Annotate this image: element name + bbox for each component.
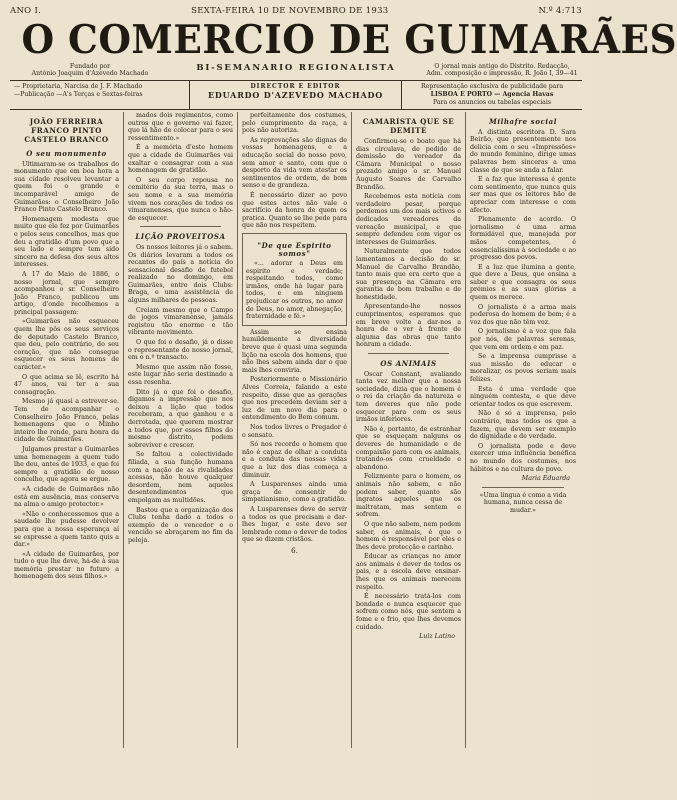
paragraph: A Lusparenses ainda uma graça de consentir de simpatianismo, como a gratidão. [242, 481, 347, 504]
paragraph: Não é, portanto, de estranhar que se esqueçam nalguns os deveres de humanidade e de compaixão para com os animais, tratando-os com crueldade e abandono. [356, 425, 461, 471]
info-bar [10, 80, 582, 110]
paragraph: O que foi o desafio, já o disse o representante do nosso jornal, em o n.º transacto. [128, 339, 233, 362]
paragraph: É necessário dizer ao povo que estes actos não vale o sacrifício da honra de quem os pratica. Quanto se lhe pede para que não nos respeitem. [242, 191, 347, 230]
section-number: 6. [291, 546, 298, 555]
author-signature: Luiz Latino [419, 633, 455, 641]
paragraph: É necessário tratá-los com bondade e nunca esquecer que sofrem como nós, que sentem a fome e o frio, que lhes devemos cuidado. [356, 593, 461, 631]
representation-block [402, 81, 582, 109]
paragraph: Ultimaram-se os trabalhos do monumento que em boa hora a sua cidade resolveu levantar a quem foi o grande e incomparável amigo de Guimarães: o Conselheiro João Franco Pinto Castelo Branco. [14, 160, 119, 214]
paragraph: Nos todos livres o Pregador é o sensato. [242, 423, 347, 439]
office-line-1: O jornal mais antigo do Distrito. Redacção, [434, 63, 570, 70]
paragraph: «A cidade de Guimarães não está em ausência, mas conserva na alma o amigo protector.» [14, 485, 119, 509]
paragraph: Bastou que a organização dos Clubs tenha dado a todos o exemplo de o vencedor e o vencido se abraçarem no fim da peleja. [128, 506, 233, 544]
paragraph: Mesmo que assim não fosse, este lugar não seria destinado a essa resenha. [128, 363, 233, 386]
paragraph: Esta é uma verdade que ninguém contesta, e que deve orientar todos os que escrevem. [470, 385, 576, 408]
column-3 [238, 112, 352, 748]
director-name: EDUARDO D'AZEVEDO MACHADO [208, 90, 383, 100]
paragraph: Só nos recorde o homem que não é capaz de olhar a conduta e a conduta das nossas vidas que a luz dos dias começa a diminuir. [242, 441, 347, 479]
divider [482, 487, 564, 488]
paragraph: Se faltou a colectividade filiada, a sua função humana com a nação de as rivalidades acessas, não houve qualquer desordem, nem aqueles desentendimentos que empolgam as multidões. [128, 451, 233, 504]
paragraph: A Lusparenses deve de servir a todos os que precisam e dar-lhes lugar, e este deve ser lembrado como o dever de todos que se dizem cristãos. [242, 505, 347, 544]
subhead [10, 63, 582, 77]
paragraph: O jornalista pode e deve exercer uma influência benéfica no mundo dos costumes, nos hábitos e na cultura do povo. [470, 442, 576, 473]
article-heading: JOÃO FERREIRA FRANCO PINTO CASTELO BRANCO [24, 117, 109, 144]
paragraph: Dito já o que foi o desafio, digamos a impressão que nos deixou a lição que todos receberam, a que ganhou e a derrotada, que querem mostrar a todos que, por esses filhos do mesmo distrito, podem sobreviver e crescer. [128, 388, 233, 449]
paragraph: Naturalmente que todos lamentamos a decisão do sr. Manuel de Carvalho Brandão, tanto mais que era certo que a sua presença na Câmara era garantia de bom trabalho e de honestidade. [356, 248, 461, 301]
paragraph: O que acima se lê, escrito há 47 anos, vai ter a sua consagração. [14, 373, 119, 396]
paragraph: Apresentando-lhe nossos cumprimentos, esperamos que em breve volte a dar-nos a honra de o ver à frente de alguma das obras que tanto honram a cidade. [356, 303, 461, 349]
author-signature: Maria Eduarda [521, 475, 570, 483]
issue-date: SEXTA-FEIRA 10 DE NOVEMBRO DE 1933 [191, 6, 389, 16]
paragraph: As reprovações são dignas de vossas homenagens, e a educação social do nosso povo, sem amor e santo, com que o desporto da vida vem atestar os sentimentos de ordem, de bom senso e de grandeza. [242, 136, 347, 190]
quote-box [242, 233, 347, 326]
paragraph: A 17 de Maio de 1886, o nosso jornal, que sempre acompanhou o sr. Conselheiro João Franco, publicou um artigo, d'onde recolhemos a principal passagem: [14, 270, 119, 316]
paragraph: Oscar Constant, avaliando tanta vez melhor que a nossa sociedade, dizia que o homem é o rei da criação da natureza e tem deveres que não pode esquecer para com os seus irmãos inferiores. [356, 370, 461, 424]
director-label: DIRECTOR E EDITOR [250, 83, 341, 90]
paragraph: Plenamente de acordo. O jornalismo é uma arma formidável que, manejada por mãos competentes, é essencialíssima à sociedade e ao progresso dos povos. [470, 216, 576, 262]
paragraph: O que não sabem, nem podem saber, os animais, é que o homem é responsável por eles e lhes deve protecção e carinho. [356, 520, 461, 551]
article-heading: CAMARISTA QUE SE DEMITE [362, 117, 455, 135]
top-line [10, 0, 582, 16]
rep-line-1: Representação exclusiva de publicidade para [420, 83, 564, 90]
issue-number: N.º 4:713 [538, 6, 582, 16]
column-2 [124, 112, 238, 748]
paragraph: Confirmou-se o boato que há dias circulava, de pedido de demissão do vereador da Câmara Municipal o nosso prezado amigo o sr. Manuel Augusto Soares de Carvalho Brandão. [356, 138, 461, 191]
paragraph: «A cidade de Guimarães, por tudo o que lhe deve, há-de à sua memória prestar no futuro a homenagem dos seus filhos.» [14, 550, 119, 581]
director-block [190, 81, 402, 109]
column-4 [352, 112, 466, 748]
office-line-2: Adm. composição e impressão, R. João I, 39—41 [426, 70, 578, 77]
paragraph: Assim se ensina humildemente a diversidade breve que é quasi uma segunda lição na escola dos homens, que não lhes sabem ainda dar o que mais lhes conviria. [242, 328, 347, 374]
paragraph: E a faz que interessa é gente com sentimento, que nunca quis ser mas que os leitores hão de apreciar com interesse e com afecto. [470, 176, 576, 214]
paragraph: Não é só a imprensa, pelo contrário, mas todos os que a fazem, que devem ser exemplo de dignidade e de verdade. [470, 410, 576, 441]
paragraph: Creiam mesmo que o Campo de jogos vimaranense, jamais registou tão enorme e tão vibrante movimento. [128, 306, 233, 337]
column-5 [466, 112, 580, 748]
office-info [422, 63, 582, 77]
article-heading: LIÇÃO PROVEITOSA [135, 232, 226, 242]
paragraph: Posteriormente o Missionário Alves Correia, falando a este respeito, disse que as gerações que nos precedem deviam ser a luz de um novo dia para o entendimento do Bem comum. [242, 376, 347, 422]
paragraph: Se a imprensa cumprisse a sua missão de educar e moralizar, os povos seriam mais felizes. [470, 353, 576, 383]
column-1 [10, 112, 124, 748]
founder-info [10, 63, 170, 77]
rep-line-3: Para os anuncios ou tabelas especiais [432, 99, 552, 106]
paragraph: Recebemos esta notícia com verdadeiro pesar, porque perdemos um dos mais activos e dedicados vereadores da vereação municipal, e que sempre defendeu com vigor os interesses de Guimarães. [356, 193, 461, 246]
subtitle: BI-SEMANARIO REGIONALISTA [196, 63, 396, 73]
paragraph: Felizmente para o homem, os animais não sabem, e não podem saber, quanto são ingratos aqueles que os maltratam, mas sentem e sofrem. [356, 473, 461, 519]
paragraph: mados dois regimentos, como outros que o governo vai fazer, que lá hão de colocar para o seu ressentimento.» [128, 112, 233, 142]
owner-block [10, 81, 190, 109]
newspaper-title: O COMERCIO DE GUIMARÃES [21, 17, 677, 63]
paragraph: Homenagem modesta que muito que ele fez por Guimarães e pelos seus concelhos, mas que deu a gratidão d'um povo que a seu lado e sempre tem sido sincero na defesa dos seus altos interesses. [14, 215, 119, 269]
paragraph: O seu corpo repousa no cemitério da sua terra, mas o seu nome e a sua memória vivem nos corações de todos os vimaranenses, que nunca o hão-de esquecer. [128, 176, 233, 222]
masthead [10, 17, 677, 63]
divider [140, 226, 221, 227]
year-label: ANO I. [10, 6, 42, 16]
paragraph: perfeitamente dos costumes, pelo cumprimento da raça, a pois não autoriza. [242, 112, 347, 135]
publication-line: —Publicação —A's Terças e Sextas-feiras [14, 91, 143, 98]
article-subheading: O seu monumento [26, 149, 107, 158]
rep-line-2: LISBOA E PORTO — Agencia Havas [430, 91, 554, 98]
founded-line-2: António Joaquim d'Azevedo Machado [31, 70, 149, 77]
paragraph: A distinta escritora D. Sara Beirão, que presentemente nos delicia com o seu «Impressões» do mundo feminino, dirige umas palavras bem sinceras a uma classe de que se anda a falar. [470, 128, 576, 174]
paragraph: O jornalista é a arma mais poderosa do homem de bem; é a voz dos que não têm voz. [470, 303, 576, 326]
article-heading: OS ANIMAIS [380, 359, 437, 369]
paragraph: Julgamos prestar a Guimarães uma homenagem a quem tudo lhe deu, antes de 1933, e que foi sempre a gratidão do nosso concelho, que agora se ergue. [14, 445, 119, 484]
paragraph: O jornalismo é a voz que fala por nós, de palavras serenas, que vem em ordem e em paz. [470, 328, 576, 351]
article-heading: Milhafre social [488, 117, 557, 126]
paragraph: E a luz que ilumina a gente, que deve a Deus, que ensina a saber e que consagra os seus prémios e as suas glórias a quem os merece. [470, 263, 576, 302]
paragraph: Os nossos leitores já o sabem. Os diários levaram a todos os recantos do país a notícia do sensacional desafio de futebol realizado no domingo, em Guimarães, entre dois Clubs: Braga, e uma assistência de alguns milhares de pessoas. [128, 243, 233, 305]
paragraph: «Guimarães não esqueceu quem lhe pôs os seus serviços de deputado Castelo Branco, que deu, pelo contrário, do seu coração, que não consegue esquecer os seus homens de carácter.» [14, 318, 119, 372]
paragraph: Educar as crianças no amor aos animais é dever de todos os pais, e a escola deve ensinar-lhes que os animais merecem respeito. [356, 553, 461, 591]
founded-line-1: Fundado por [69, 63, 111, 70]
paragraph: É a memória d'este homem que a cidade de Guimarães vai exaltar e consagrar com a sua homenagem de gratidão. [128, 144, 233, 175]
owner-line: — Proprietaria, Narcisa de J. F. Machado [14, 83, 143, 90]
quote-heading: "De que Espirito somos" [257, 240, 332, 258]
divider [368, 353, 449, 354]
paragraph: Mesmo já quasi a estrever-se. Tem de acompanhar o Conselheiro João Franco, pelas homenagens que o Minho inteiro lhe rende, para honra da cidade de Guimarães. [14, 398, 119, 444]
paragraph: «... adorar a Deus em espirito e verdade; respeitando todos, como irmãos, onde há lugar para todos, e em ninguem prejudicar os outros, no amor de Deus, no amor, abnegação, fraternidade e fé.» [246, 260, 343, 321]
paragraph: «Uma lingua é como a vida humana, nunca cessa de mudar.» [479, 491, 567, 514]
paragraph: «Não o conhecessemos que a saudade lhe pudesse devolver para que a nossa esperança aí se expresse a quem tanto quis a dar.» [14, 510, 119, 549]
article-columns [10, 112, 582, 748]
